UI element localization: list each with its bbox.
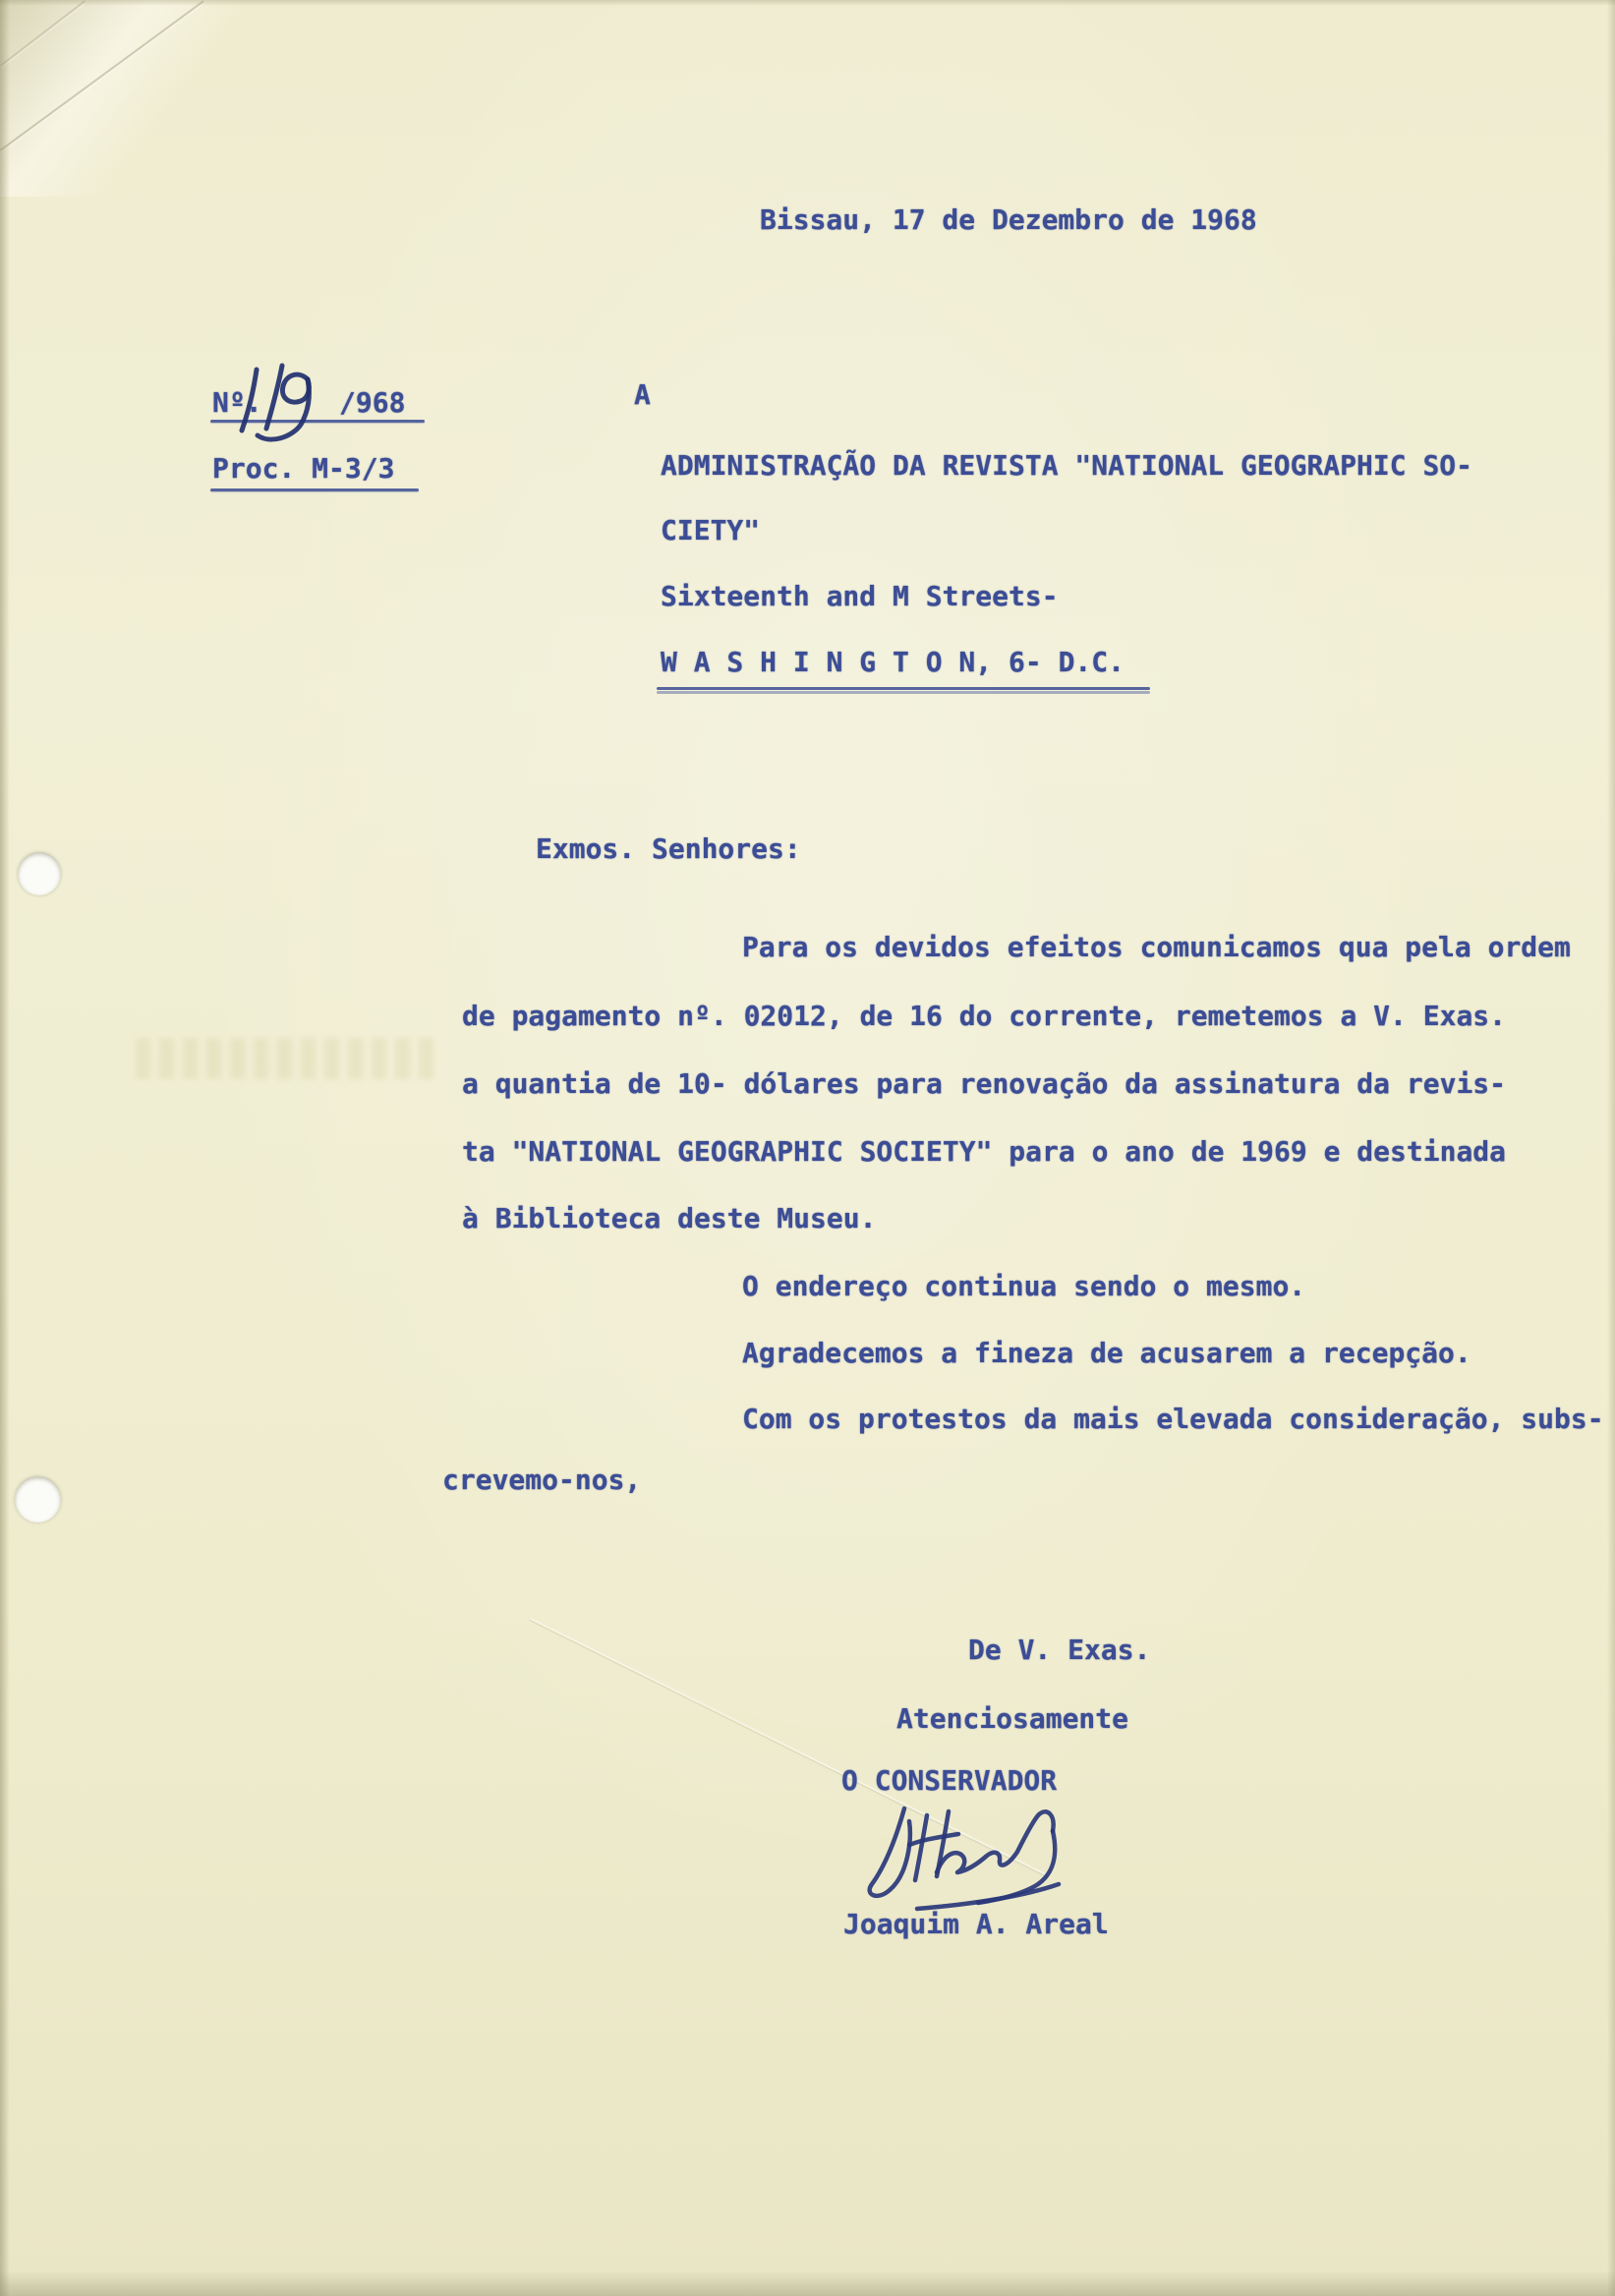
ref-process: Proc. M-3/3	[212, 452, 395, 485]
signature-scrawl	[831, 1794, 1076, 1917]
closing-line-3: O CONSERVADOR	[841, 1764, 1058, 1797]
page-edge	[0, 0, 10, 2296]
date-line: Bissau, 17 de Dezembro de 1968	[760, 203, 1257, 236]
ref-process-underline	[210, 488, 419, 491]
punch-hole-bottom	[15, 1476, 61, 1522]
ref-number-label: Nº.	[212, 386, 262, 419]
body-line: Com os protestos da mais elevada consideração, subs-	[742, 1403, 1604, 1435]
recipient-line-1: ADMINISTRAÇÃO DA REVISTA "NATIONAL GEOGRAPHIC SO-	[661, 449, 1473, 482]
page-edge	[1607, 0, 1615, 2296]
body-line: crevemo-nos,	[442, 1464, 642, 1496]
body-line: O endereço continua sendo o mesmo.	[742, 1270, 1306, 1302]
closing-line-1: De V. Exas.	[968, 1634, 1151, 1666]
body-line: Para os devidos efeitos comunicamos qua pela ordem	[742, 931, 1571, 963]
recipient-line-4: W A S H I N G T O N, 6- D.C.	[661, 646, 1125, 678]
closing-line-2: Atenciosamente	[896, 1702, 1129, 1735]
ref-number-year: /968	[339, 386, 406, 419]
recipient-line-2: CIETY"	[661, 514, 761, 546]
signatory-name: Joaquim A. Areal	[843, 1908, 1109, 1940]
punch-hole-top	[18, 852, 61, 895]
corner-fold	[0, 0, 256, 197]
body-line: ta "NATIONAL GEOGRAPHIC SOCIETY" para o ano de 1969 e destinada	[462, 1135, 1507, 1168]
page-edge	[0, 2270, 1615, 2296]
body-line: Agradecemos a fineza de acusarem a recepção.	[742, 1337, 1471, 1369]
recipient-line-3: Sixteenth and M Streets-	[661, 580, 1059, 612]
page-edge	[0, 0, 1615, 6]
recipient-intro: A	[634, 378, 651, 411]
ghost-smudge	[136, 1038, 435, 1079]
salutation: Exmos. Senhores:	[536, 832, 801, 865]
address-underline	[657, 687, 1150, 690]
handwritten-number	[221, 342, 329, 450]
body-line: de pagamento nº. 02012, de 16 do corrente, remetemos a V. Exas.	[462, 1000, 1507, 1032]
body-line: a quantia de 10- dólares para renovação da assinatura da revis-	[462, 1067, 1507, 1100]
body-line: à Biblioteca deste Museu.	[462, 1202, 877, 1234]
